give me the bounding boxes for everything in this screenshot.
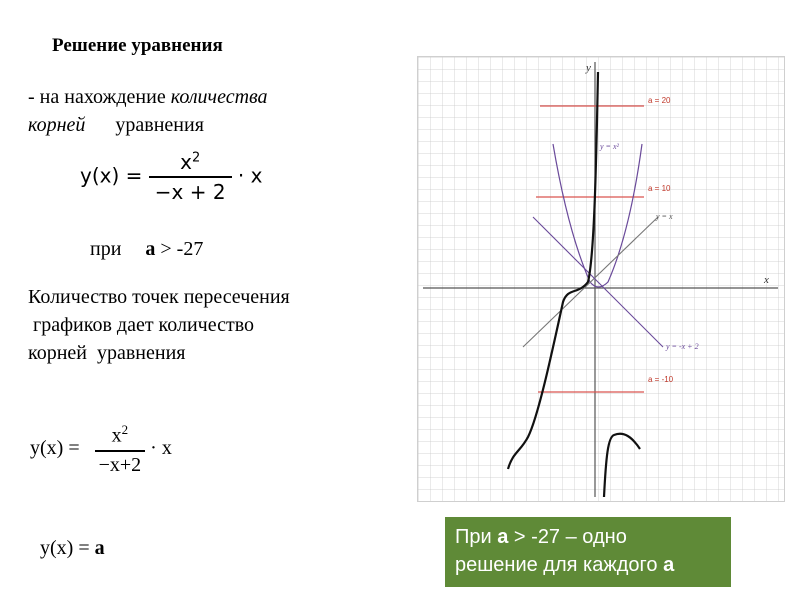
label-y-x2: y = x²: [600, 142, 619, 151]
intro-line-1: [28, 86, 268, 109]
formula-1: [80, 150, 262, 204]
intro-emph-1: количества: [170, 86, 268, 108]
formula-2-den: −x+2: [95, 450, 146, 477]
heading: Решение уравнения: [52, 35, 223, 56]
formula-1-lhs: y(x) =: [80, 163, 143, 188]
formula-2: [30, 422, 172, 477]
label-a-minus-10: a = -10: [648, 375, 674, 384]
formula-2-rhs: · x: [150, 436, 172, 459]
conclusion-p1: При: [455, 526, 498, 548]
label-a-20: a = 20: [648, 96, 671, 105]
intro-emph-2: корней: [28, 114, 86, 136]
conclusion-line-2: [455, 551, 721, 579]
formula-1-rhs: · x: [237, 163, 263, 188]
condition-var: а: [145, 238, 156, 260]
label-y-x: y = x: [656, 212, 673, 221]
formula-1-fraction: [149, 150, 232, 204]
explanation-line-2: графиков дает количество: [28, 314, 255, 336]
explanation-line-3: корней уравнения: [28, 342, 186, 364]
intro-suffix: уравнения: [115, 114, 204, 136]
graph-svg: [418, 57, 784, 501]
conclusion-line-1: [455, 523, 721, 551]
conclusion-box: [445, 517, 731, 587]
conclusion-p3: решение для каждого: [455, 554, 664, 576]
condition-prefix: при: [90, 238, 122, 260]
equation-line: [40, 537, 105, 560]
graph-panel: [417, 56, 785, 502]
equation-var: а: [94, 537, 105, 559]
formula-2-num-exp: 2: [121, 422, 129, 437]
equation-lhs: y(x) =: [40, 537, 95, 559]
formula-1-num-base: x: [180, 150, 192, 174]
formula-2-num-base: x: [111, 424, 122, 447]
condition-rest: > -27: [160, 238, 204, 260]
graph-grid: [418, 57, 784, 501]
conclusion-var1: а: [497, 526, 509, 548]
explanation-line-1: Количество точек пересечения: [28, 286, 290, 308]
formula-2-lhs: y(x) =: [30, 436, 80, 459]
conclusion-p2: > -27 – одно: [508, 526, 627, 548]
intro-prefix: - на нахождение: [28, 86, 171, 108]
formula-1-num-exp: 2: [191, 150, 201, 166]
axis-y-label: y: [586, 62, 591, 74]
formula-2-fraction: [95, 422, 146, 477]
label-a-10: a = 10: [648, 184, 671, 193]
axis-x-label: x: [764, 274, 769, 286]
conclusion-var2: а: [663, 554, 675, 576]
condition-line: [90, 238, 203, 261]
formula-1-den: −x + 2: [149, 176, 232, 204]
intro-line-2: [28, 114, 204, 137]
label-y-minus-x-plus-2: y = -x + 2: [666, 342, 699, 351]
